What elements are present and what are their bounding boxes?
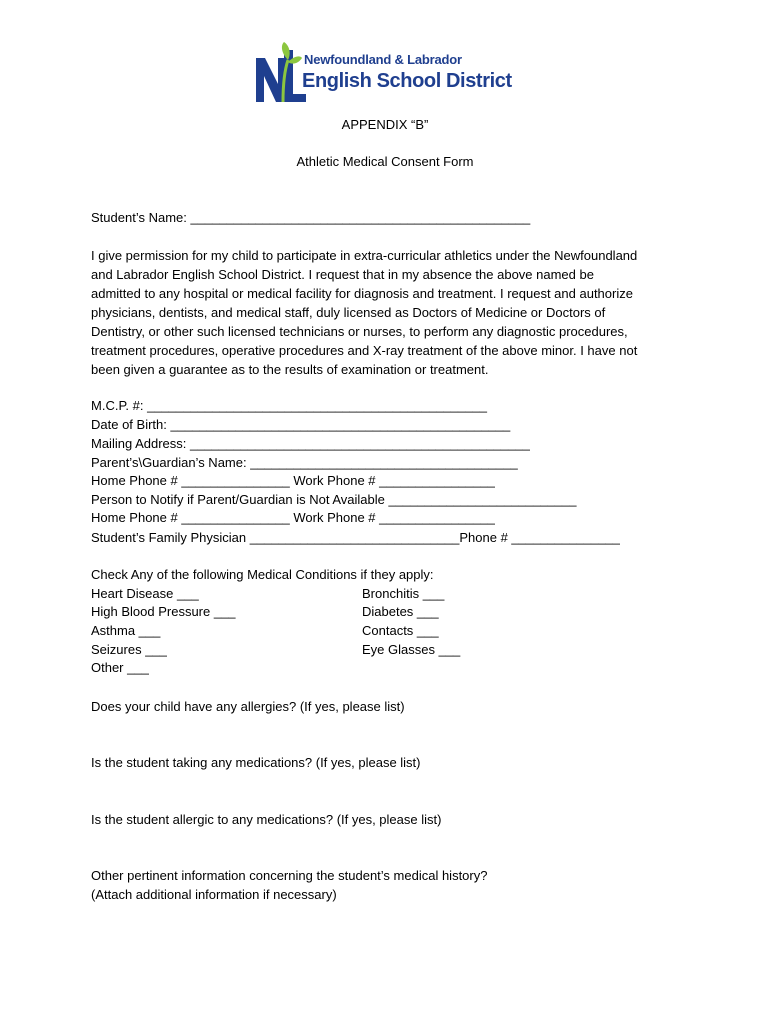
condition-heart-disease[interactable]: Heart Disease ___ [91, 586, 199, 601]
form-title: Athletic Medical Consent Form [296, 154, 474, 169]
medications-question: Is the student taking any medications? (If yes, please list) [91, 755, 421, 770]
student-name-field[interactable]: Student’s Name: _______________________________________________ [91, 210, 531, 225]
condition-asthma[interactable]: Asthma ___ [91, 623, 161, 638]
mcp-field[interactable]: M.C.P. #: _______________________________________________ [91, 398, 487, 413]
consent-line: been given a guarantee as to the results of examination or treatment. [91, 362, 489, 377]
consent-line: physicians, dentists, and medical staff, duly licensed as Doctors of Medicine or Doctors of [91, 305, 606, 320]
condition-diabetes[interactable]: Diabetes ___ [362, 604, 439, 619]
condition-seizures[interactable]: Seizures ___ [91, 642, 167, 657]
logo-org-line1: Newfoundland & Labrador [304, 52, 462, 67]
condition-other[interactable]: Other ___ [91, 660, 149, 675]
consent-line: and Labrador English School District. I request that in my absence the above named be [91, 267, 594, 282]
logo-org-line2: English School District [302, 70, 512, 92]
conditions-intro: Check Any of the following Medical Conditions if they apply: [91, 567, 434, 582]
notify-phone-field[interactable]: Home Phone # _______________ Work Phone # ________________ [91, 510, 495, 525]
consent-paragraph [91, 246, 691, 379]
medical-history-question: Other pertinent information concerning the student’s medical history? [91, 868, 488, 883]
allergies-question: Does your child have any allergies? (If yes, please list) [91, 699, 405, 714]
condition-contacts[interactable]: Contacts ___ [362, 623, 439, 638]
guardian-name-field[interactable]: Parent’s\Guardian’s Name: _____________________________________ [91, 455, 518, 470]
appendix-heading: APPENDIX “B” [341, 117, 429, 132]
condition-eye-glasses[interactable]: Eye Glasses ___ [362, 642, 461, 657]
medical-history-note: (Attach additional information if necessary) [91, 887, 337, 902]
consent-line: I give permission for my child to participate in extra-curricular athletics under the Newfoundland [91, 248, 638, 263]
home-work-phone-field[interactable]: Home Phone # _______________ Work Phone # ________________ [91, 473, 495, 488]
mailing-address-field[interactable]: Mailing Address: _______________________________________________ [91, 436, 530, 451]
notify-person-field[interactable]: Person to Notify if Parent/Guardian is Not Available __________________________ [91, 492, 577, 507]
consent-line: Dentistry, or other such licensed technicians or nurses, to perform any diagnostic procedures, [91, 324, 628, 339]
consent-line: admitted to any hospital or medical facility for diagnosis and treatment. I request and authorize [91, 286, 633, 301]
physician-field[interactable]: Student’s Family Physician _____________________________Phone # _______________ [91, 530, 620, 545]
medication-allergies-question: Is the student allergic to any medications? (If yes, please list) [91, 812, 442, 827]
district-logo [254, 40, 516, 104]
consent-line: treatment procedures, operative procedures and X-ray treatment of the above minor. I have not [91, 343, 638, 358]
condition-bronchitis[interactable]: Bronchitis ___ [362, 586, 445, 601]
condition-high-blood-pressure[interactable]: High Blood Pressure ___ [91, 604, 236, 619]
dob-field[interactable]: Date of Birth: _______________________________________________ [91, 417, 511, 432]
